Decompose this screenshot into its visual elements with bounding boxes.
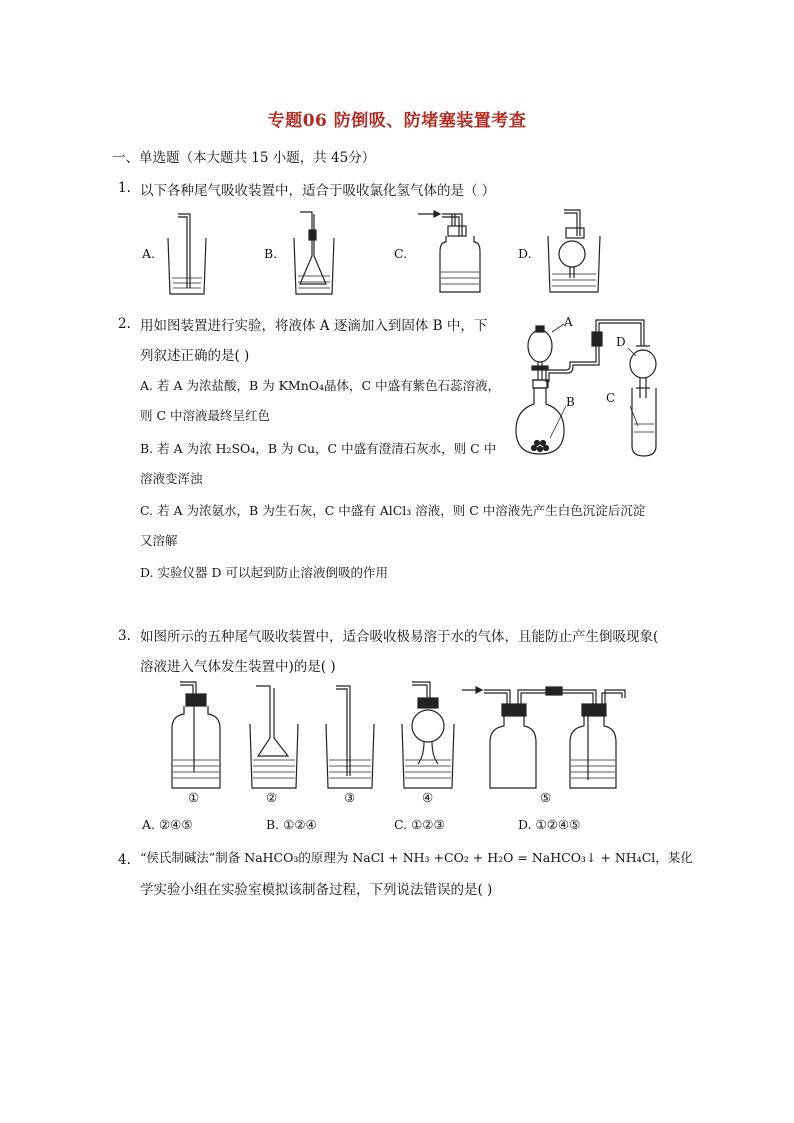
q1-stem: 以下各种尾气吸收装置中，适合于吸收氯化氢气体的是（ ）	[140, 183, 496, 199]
q3-apparatus-4	[398, 680, 458, 792]
q4-stem-line1: “侯氏制碱法”制备 NaHCO₃的原理为 NaCl + NH₃ +CO₂ + H₂O = NaHCO₃↓ + NH₄Cl，某化	[140, 850, 693, 865]
q2-option-d: D. 实验仪器 D 可以起到防止溶液倒吸的作用	[140, 565, 388, 580]
svg-text:A: A	[564, 315, 573, 329]
q1-option-c: C.	[394, 246, 408, 261]
q4-stem-line2: 学实验小组在实验室模拟该制备过程，下列说法错误的是( )	[140, 882, 493, 898]
q3-option-c: C. ①②③	[394, 817, 445, 832]
q3-figure-number-2: ②	[266, 790, 278, 805]
q3-apparatus-1	[168, 680, 224, 792]
q3-figure-number-3: ③	[344, 790, 356, 805]
q2-stem-line2: 列叙述正确的是( )	[140, 348, 250, 364]
q3-stem-line2: 溶液进入气体发生装置中)的是( )	[140, 659, 336, 675]
q4-number: 4.	[118, 852, 131, 868]
q3-apparatus-3	[322, 684, 378, 792]
q2-option-c-line2: 又溶解	[140, 533, 178, 548]
q2-apparatus	[510, 306, 680, 458]
svg-text:C: C	[606, 391, 616, 405]
q1-apparatus-d	[540, 206, 610, 298]
q3-apparatus-2	[246, 684, 302, 792]
q2-option-c-line1: C. 若 A 为浓氨水，B 为生石灰，C 中盛有 AlCl₃ 溶液，则 C 中溶液先产生白色沉淀后沉淀	[140, 503, 646, 518]
svg-text:B: B	[566, 395, 575, 409]
q1-apparatus-b	[288, 208, 338, 298]
section-heading: 一、单选题（本大题共 15 小题，共 45分）	[112, 150, 376, 166]
q2-option-b-line2: 溶液变浑浊	[140, 471, 203, 486]
page-title: 专题06 防倒吸、防堵塞装置考查	[267, 111, 527, 131]
q3-number: 3.	[118, 628, 131, 644]
q3-figure-number-4: ④	[422, 790, 434, 805]
q2-option-a-line2: 则 C 中溶液最终呈红色	[140, 408, 271, 423]
q1-option-b: B.	[264, 246, 278, 261]
q1-option-a: A.	[142, 246, 156, 261]
q3-option-d: D. ①②④⑤	[518, 817, 581, 832]
q2-stem-line1: 用如图装置进行实验，将液体 A 逐滴加入到固体 B 中，下	[140, 318, 488, 334]
q3-figure-number-1: ①	[188, 790, 200, 805]
q3-figure-number-5: ⑤	[540, 790, 552, 805]
q3-option-b: B. ①②④	[266, 817, 317, 832]
q1-apparatus-c	[418, 206, 488, 296]
q1-number: 1.	[118, 180, 131, 196]
q2-option-b-line1: B. 若 A 为浓 H₂SO₄，B 为 Cu，C 中盛有澄清石灰水，则 C 中	[140, 441, 497, 456]
q2-number: 2.	[118, 316, 131, 332]
q1-apparatus-a	[160, 208, 210, 298]
svg-text:D: D	[616, 335, 626, 349]
q2-option-a-line1: A. 若 A 为浓盐酸，B 为 KMnO₄晶体，C 中盛有紫色石蕊溶液，	[140, 378, 501, 393]
q3-option-a: A. ②④⑤	[142, 817, 193, 832]
q1-option-d: D.	[518, 246, 532, 261]
q3-stem-line1: 如图所示的五种尾气吸收装置中，适合吸收极易溶于水的气体，且能防止产生倒吸现象(	[140, 629, 659, 645]
q3-apparatus-5	[462, 680, 632, 792]
